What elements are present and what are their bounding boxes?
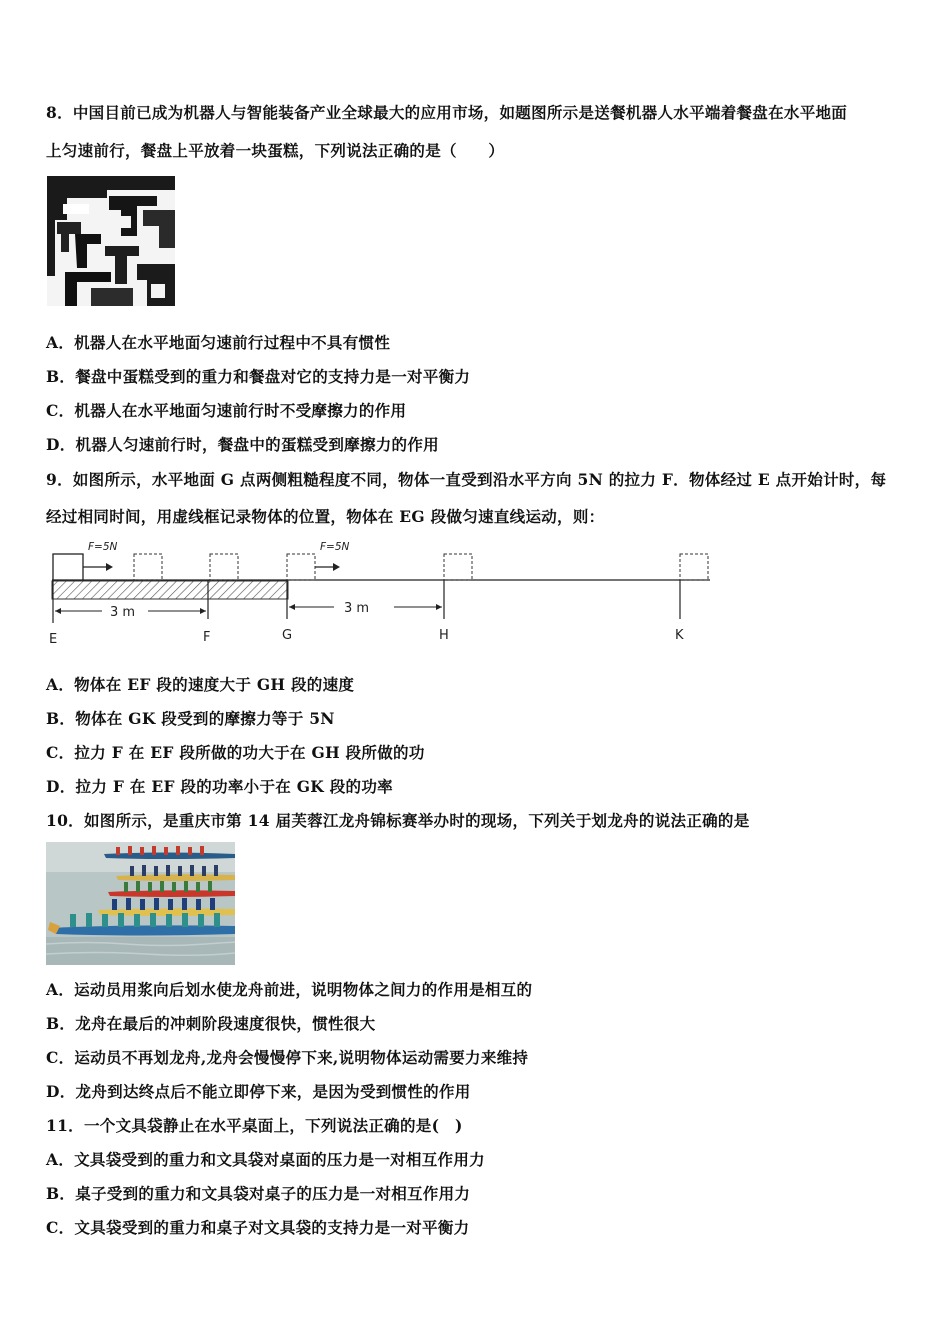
dashed-position bbox=[210, 554, 238, 580]
point-label-g: G bbox=[282, 628, 293, 643]
motion-diagram bbox=[44, 535, 724, 650]
dragon-boat-photo bbox=[46, 842, 235, 965]
q11-option-b[interactable]: B．桌子受到的重力和文具袋对桌子的压力是一对相互作用力 bbox=[46, 1184, 471, 1203]
force-arrow-icon bbox=[333, 563, 340, 571]
q10-stem: 10．如图所示，是重庆市第 14 届芙蓉江龙舟锦标赛举办时的现场，下列关于划龙舟的说法正确的是 bbox=[46, 811, 750, 830]
q9-option-c[interactable]: C．拉力 F 在 EF 段所做的功大于在 GH 段所做的功 bbox=[46, 743, 425, 762]
block bbox=[53, 554, 83, 580]
q10-option-d[interactable]: D．龙舟到达终点后不能立即停下来，是因为受到惯性的作用 bbox=[46, 1082, 471, 1101]
q9-option-b[interactable]: B．物体在 GK 段受到的摩擦力等于 5N bbox=[46, 709, 335, 728]
q9-stem-line2: 经过相同时间，用虚线框记录物体的位置，物体在 EG 段做匀速直线运动，则： bbox=[46, 507, 605, 526]
q8-option-c[interactable]: C．机器人在水平地面匀速前行时不受摩擦力的作用 bbox=[46, 401, 407, 420]
q11-option-a[interactable]: A．文具袋受到的重力和文具袋对桌面的压力是一对相互作用力 bbox=[46, 1150, 485, 1169]
q10-option-a[interactable]: A．运动员用浆向后划水使龙舟前进，说明物体之间力的作用是相互的 bbox=[46, 980, 533, 999]
force-label-2: F=5N bbox=[320, 541, 350, 553]
q8-stem-line2: 上匀速前行，餐盘上平放着一块蛋糕，下列说法正确的是（ ） bbox=[46, 141, 505, 160]
distance-label-2: 3 m bbox=[344, 601, 370, 616]
q11-stem: 11．一个文具袋静止在水平桌面上，下列说法正确的是( ) bbox=[46, 1116, 463, 1135]
point-label-k: K bbox=[675, 628, 684, 643]
rough-surface bbox=[52, 581, 288, 599]
q9-option-a[interactable]: A．物体在 EF 段的速度大于 GH 段的速度 bbox=[46, 675, 355, 694]
dashed-position bbox=[287, 554, 315, 580]
q11-option-c[interactable]: C．文具袋受到的重力和桌子对文具袋的支持力是一对平衡力 bbox=[46, 1218, 470, 1237]
q9-option-d[interactable]: D．拉力 F 在 EF 段的功率小于在 GK 段的功率 bbox=[46, 777, 393, 796]
q8-option-a[interactable]: A．机器人在水平地面匀速前行过程中不具有惯性 bbox=[46, 333, 391, 352]
q9-stem-line1: 9．如图所示，水平地面 G 点两侧粗糙程度不同，物体一直受到沿水平方向 5N 的拉力 F．物体经过 E 点开始计时，每 bbox=[46, 470, 887, 489]
point-label-h: H bbox=[439, 628, 449, 643]
q10-option-c[interactable]: C．运动员不再划龙舟,龙舟会慢慢停下来,说明物体运动需要力来维持 bbox=[46, 1048, 529, 1067]
q8-stem-line1: 8．中国目前已成为机器人与智能装备产业全球最大的应用市场，如题图所示是送餐机器人水平端着餐盘在水平地面 bbox=[46, 103, 848, 122]
point-label-e: E bbox=[49, 632, 58, 647]
q8-option-d[interactable]: D．机器人匀速前行时，餐盘中的蛋糕受到摩擦力的作用 bbox=[46, 435, 439, 454]
q10-option-b[interactable]: B．龙舟在最后的冲刺阶段速度很快，惯性很大 bbox=[46, 1014, 376, 1033]
force-arrow-icon bbox=[106, 563, 113, 571]
robot-photo bbox=[47, 176, 175, 306]
distance-label-1: 3 m bbox=[110, 605, 136, 620]
dashed-position bbox=[444, 554, 472, 580]
force-label-1: F=5N bbox=[88, 541, 118, 553]
point-label-f: F bbox=[203, 630, 211, 645]
dashed-position bbox=[134, 554, 162, 580]
dashed-position bbox=[680, 554, 708, 580]
q8-option-b[interactable]: B．餐盘中蛋糕受到的重力和餐盘对它的支持力是一对平衡力 bbox=[46, 367, 471, 386]
